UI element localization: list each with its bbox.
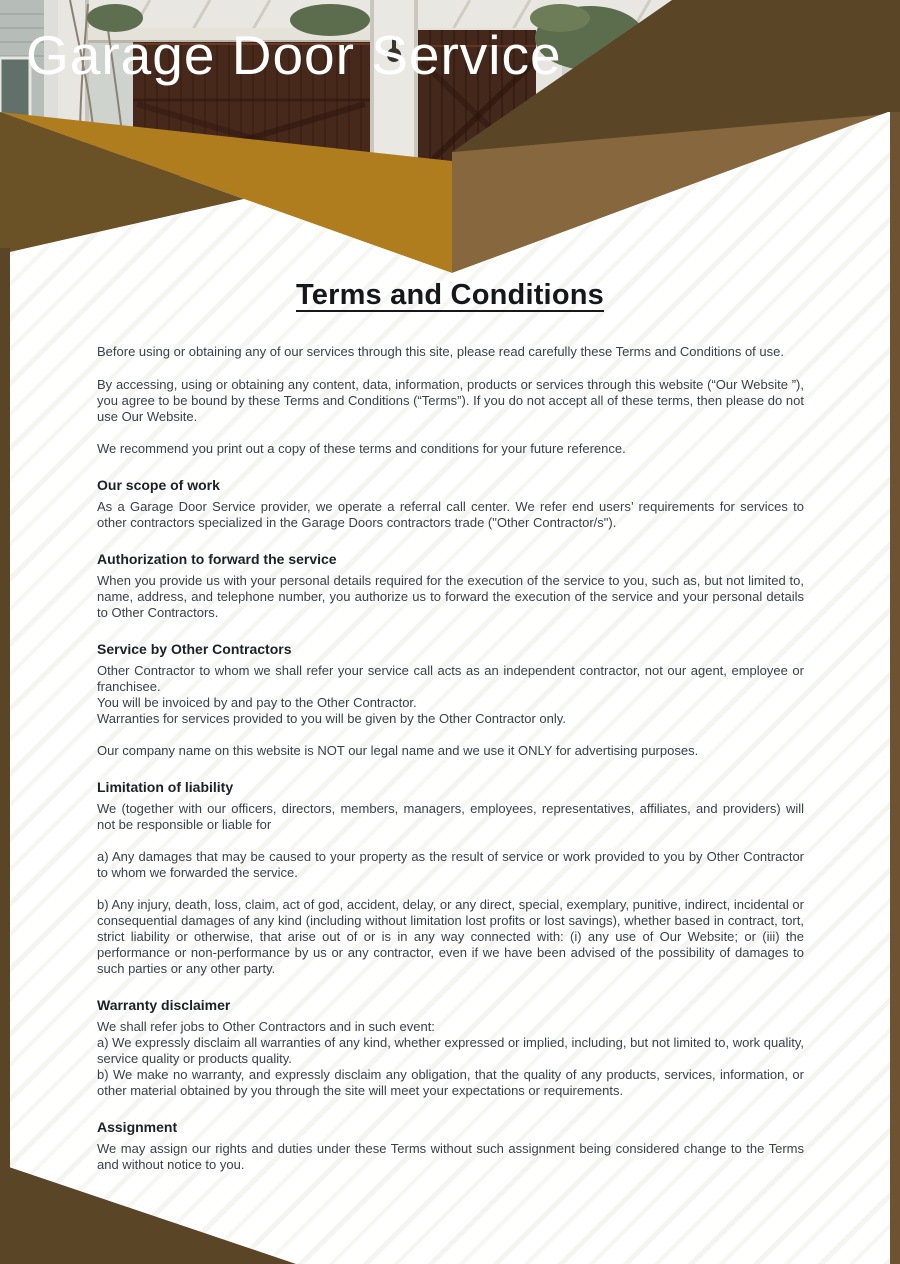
- terms-body: [97, 338, 804, 1173]
- terms-sections: [97, 477, 804, 1173]
- section-paragraph: We (together with our officers, directors, members, managers, employees, representatives, affiliates, and providers) will not be responsible or liable for: [97, 801, 804, 832]
- section-paragraph: As a Garage Door Service provider, we operate a referral call center. We refer end users’ requirements for services to other contractors specialized in the Garage Doors contractors trade ("Other Contractor/s").: [97, 499, 804, 530]
- section-paragraph: b) Any injury, death, loss, claim, act of god, accident, delay, or any direct, special, exemplary, punitive, indirect, incidental or consequential damages of any kind (including without limitation lost profits or lost savings), whether based in contract, tort, strict liability or otherwise, that arise out of or is in any way connected with: (i) any use of Our Website; or (iii) the performance or non-performance by us or any contractor, even if we have been advised of the possibility of damages to such parties or any other party.: [97, 897, 804, 976]
- section-heading: Assignment: [97, 1119, 178, 1135]
- page-title-text: Terms and Conditions: [296, 279, 604, 311]
- section-heading: Our scope of work: [97, 477, 220, 493]
- section-heading: Limitation of liability: [97, 779, 234, 795]
- brand-title: Garage Door Service: [26, 24, 562, 86]
- terms-section: [97, 997, 804, 1099]
- section-paragraph: Our company name on this website is NOT our legal name and we use it ONLY for advertising purposes.: [97, 743, 699, 758]
- section-paragraph: b) We make no warranty, and expressly disclaim any obligation, that the quality of any products, services, information, or other material obtained by you through the site will meet your expectations or requirements.: [97, 1067, 804, 1098]
- intro-paragraph: Before using or obtaining any of our services through this site, please read carefully these Terms and Conditions of use.: [97, 344, 784, 359]
- section-paragraph: You will be invoiced by and pay to the Other Contractor.: [97, 695, 417, 710]
- left-edge-strip: [0, 248, 10, 1264]
- intro-paragraph: We recommend you print out a copy of these terms and conditions for your future reference.: [97, 441, 626, 456]
- terms-section: [97, 641, 804, 759]
- section-paragraph: Other Contractor to whom we shall refer your service call acts as an independent contractor, not our agent, employee or franchisee.: [97, 663, 804, 694]
- section-heading: Authorization to forward the service: [97, 551, 337, 567]
- terms-section: [97, 1119, 804, 1173]
- intro-paragraph: By accessing, using or obtaining any content, data, information, products or services through this website (“Our Website ”), you agree to be bound by these Terms and Conditions (“Terms”). If you do not accept all of these terms, then please do not use Our Website.: [97, 377, 804, 424]
- page-title: [0, 279, 900, 312]
- section-paragraph: a) We expressly disclaim all warranties of any kind, whether expressed or implied, including, but not limited to, work quality, service quality or products quality.: [97, 1035, 804, 1066]
- section-paragraph: We may assign our rights and duties under these Terms without such assignment being considered change to the Terms and without notice to you.: [97, 1141, 804, 1172]
- section-paragraph: a) Any damages that may be caused to your property as the result of service or work provided to you by Other Contractor to whom we forwarded the service.: [97, 849, 804, 880]
- section-heading: Service by Other Contractors: [97, 641, 292, 657]
- section-heading: Warranty disclaimer: [97, 997, 231, 1013]
- section-paragraph: When you provide us with your personal details required for the execution of the service to you, such as, but not limited to, name, address, and telephone number, you authorize us to forward the execution of the service and your personal details to Other Contractors.: [97, 573, 804, 620]
- intro-paragraphs: [97, 344, 804, 457]
- terms-section: [97, 477, 804, 531]
- section-paragraph: Warranties for services provided to you will be given by the Other Contractor only.: [97, 711, 566, 726]
- terms-section: [97, 779, 804, 977]
- section-paragraph: We shall refer jobs to Other Contractors and in such event:: [97, 1019, 435, 1034]
- terms-section: [97, 551, 804, 621]
